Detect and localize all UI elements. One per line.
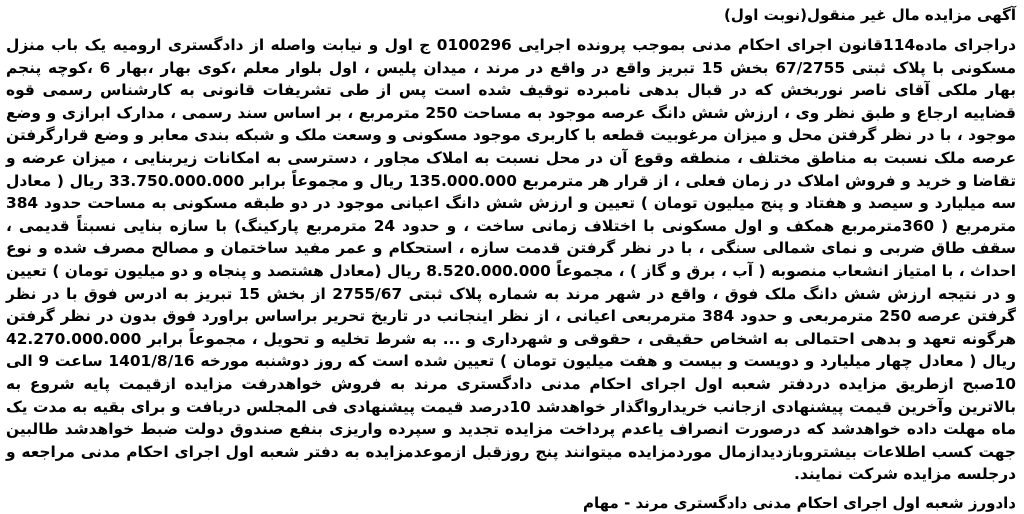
notice-signature: دادورز شعبه اول اجرای احکام مدنی دادگستری مرند - مهام: [583, 493, 1016, 512]
notice-body: دراجرای ماده114قانون اجرای احکام مدنی بموجب پرونده اجرایی 0100296 ج اول و نیابت واصله از دادگستری ارومیه یک باب منزل مسکونی با پلاک ثبتی 67/2755 بخش 15 تبریز واقع در واقع در مرند ، میدان پلیس ، اول بلوار معلم ،کوی بهار ،بهار 6 ،کوچه پنجم بهار ملکی آقای ناصر نوربخش که در قبال بدهی نامبرده توقیف شده است پس از طی تشریفات قانونی به کارشناس رسمی قوه قضاییه ارجاع و طبق نظر وی ، ارزش شش دانگ عرصه موجود به مساحت 250 مترمربع ، بر اساس سند رسمی ، مدارک ابرازی و وضع موجود ، با در نظر گرفتن محل و میزان مرغوبیت قطعه با کاربری موجود مسکونی و وسعت ملک و شبکه بندی معابر و وضع قرارگرفتن عرصه ملک نسبت به مناطق مختلف ، منطقه وقوع آن در محل نسبت به املاک مجاور ، دسترسی به امکانات زیربنایی ، میزان عرضه و تقاضا و خرید و فروش املاک در زمان فعلی ، از قرار هر مترمربع 135.000.000 ریال و مجموعاً برابر 33.750.000.000 ریال ( معادل سه میلیارد و سیصد و هفتاد و پنج میلیون تومان ) تعیین و ارزش شش دانگ اعیانی موجود در دو طبقه مسکونی به مساحت حدود 384 مترمربع ( 360مترمربع همکف و اول مسکونی با اختلاف زمانی ساخت ، و حدود 24 مترمربع پارکینگ) با سازه بنایی نسبتاً قدیمی ، سقف طاق ضربی و نمای شمالی سنگی ، با در نظر گرفتن قدمت سازه ، استحکام و عمر مفید ساختمان و مصالح مصرف شده و نوع احداث ، با امتیاز انشعاب منصوبه ( آب ، برق و گاز ) ، مجموعاً 8.520.000.000 ریال (معادل هشتصد و پنجاه و دو میلیون تومان ) تعیین و در نتیجه ارزش شش دانگ ملک فوق ، واقع در شهر مرند به شماره پلاک ثبتی 2755/67 از بخش 15 تبریز به ادرس فوق با در نظر گرفتن عرصه 250 مترمربعی و حدود 384 مترمربعی اعیانی ، از نظر اینجانب در تاریخ تحریر براساس براورد فوق بدون در نظر گرفتن هرگونه تعهد و بدهی احتمالی به اشخاص حقیقی ، حقوقی و شهرداری و ... به شرط تخلیه و تحویل ، مجموعاً برابر 42.270.000.000 ریال ( معادل چهار میلیارد و دویست و بیست و هفت میلیون تومان ) تعیین شده است که روز دوشنبه مورخه 1401/8/16 ساعت 9 الی 10صبح ازطریق مزایده دردفتر شعبه اول اجرای احکام مدنی دادگستری مرند به فروش خواهدرفت مزایده ازقیمت پایه شروع به بالاترین وآخرین قیمت پیشنهادی ازجانب خریدارواگذار خواهدشد 10درصد قیمت پیشنهادی فی المجلس دریافت و برای بقیه به مدت یک ماه مهلت داده خواهدشد که درصورت انصراف یاعدم پرداخت مزایده تجدید و سپرده واریزی بنفع صندوق دولت ضبط خواهدشد طالبین جهت کسب اطلاعات بیشتروبازدیدازمال موردمزایده میتوانند پنج روزقبل ازموعدمزایده به دفتر شعبه اول اجرای احکام مدنی مراجعه و درجلسه مزایده شرکت نمایند.: [6, 36, 1017, 484]
notice-title: آگهی مزایده مال غیر منقول(نوبت اول): [724, 6, 1016, 24]
